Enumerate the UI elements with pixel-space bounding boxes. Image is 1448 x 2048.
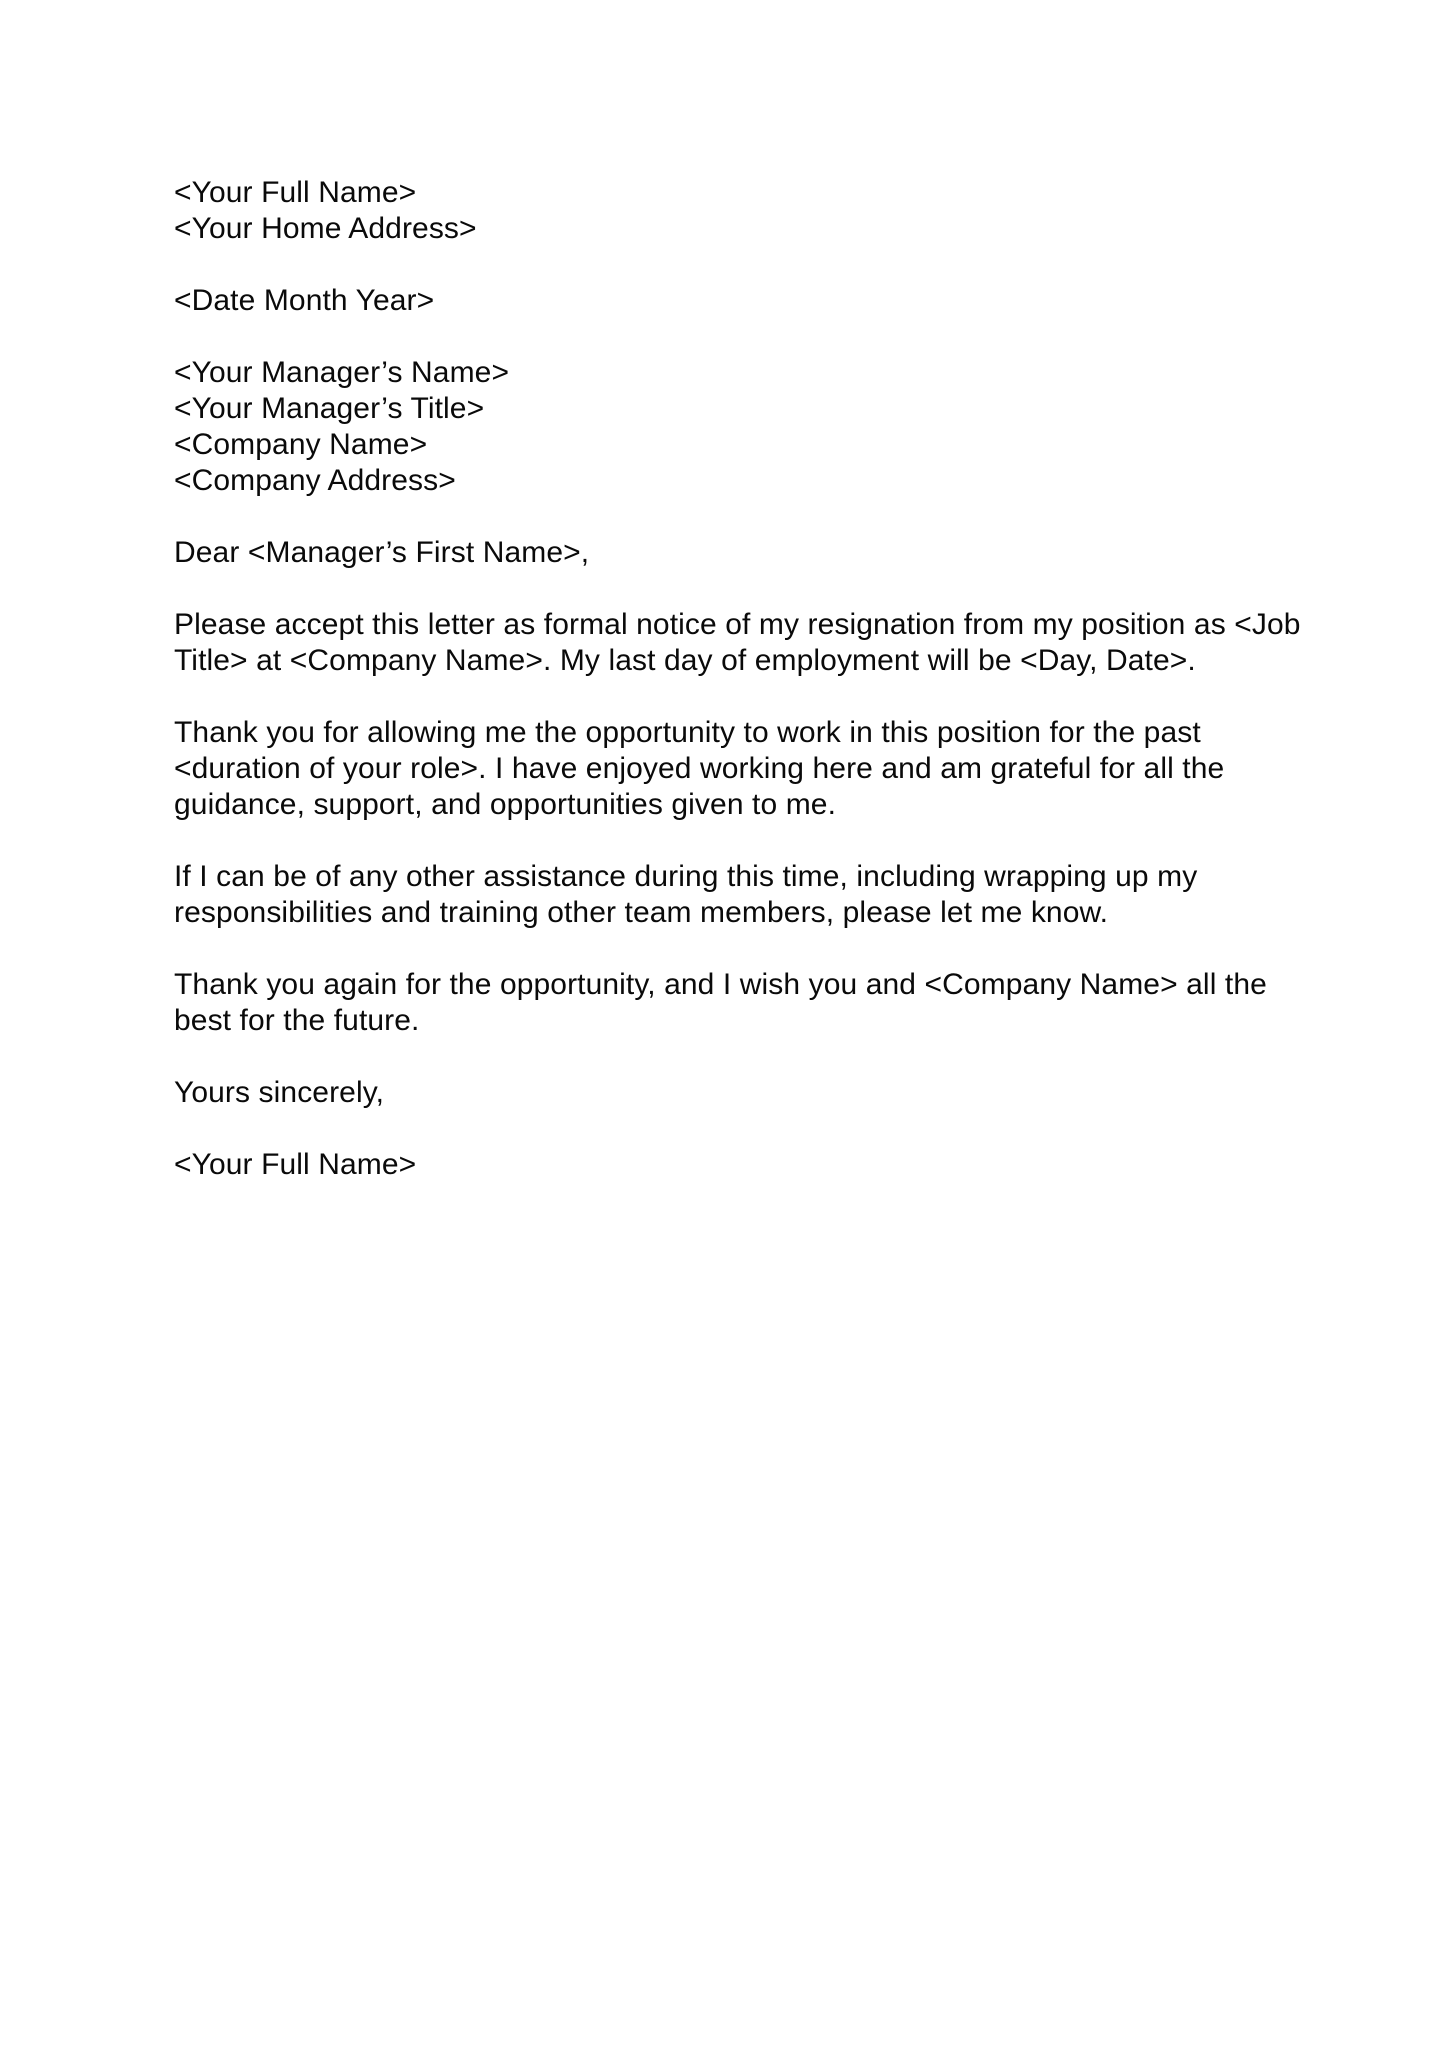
- date-line: <Date Month Year>: [174, 284, 435, 317]
- paragraph-line: Title> at <Company Name>. My last day of employment will be <Day, Date>.: [174, 644, 1196, 677]
- paragraph-line: Thank you for allowing me the opportunity to work in this position for the past: [174, 716, 1201, 749]
- paragraph-line: Please accept this letter as formal notice of my resignation from my position as <Job: [174, 608, 1301, 641]
- sender-full-name: <Your Full Name>: [174, 176, 417, 209]
- company-name: <Company Name>: [174, 428, 428, 461]
- sender-home-address: <Your Home Address>: [174, 212, 477, 245]
- signature-name: <Your Full Name>: [174, 1148, 417, 1181]
- paragraph-line: responsibilities and training other team members, please let me know.: [174, 896, 1109, 929]
- paragraph-line: guidance, support, and opportunities given to me.: [174, 788, 836, 821]
- paragraph-line: If I can be of any other assistance during this time, including wrapping up my: [174, 860, 1198, 893]
- company-address: <Company Address>: [174, 464, 456, 497]
- sender-address-block: [174, 175, 1278, 247]
- paragraph-line: best for the future.: [174, 1004, 420, 1037]
- paragraph-line: <duration of your role>. I have enjoyed working here and am grateful for all the: [174, 752, 1225, 785]
- paragraph-well-wishes: [174, 967, 1278, 1039]
- paragraph-resignation-notice: [174, 607, 1301, 679]
- closing: Yours sincerely,: [174, 1076, 385, 1109]
- resignation-letter: [174, 175, 1301, 1183]
- paragraph-line: Thank you again for the opportunity, and I wish you and <Company Name> all the: [174, 968, 1267, 1001]
- recipient-address-block: [174, 355, 1278, 499]
- salutation: Dear <Manager’s First Name>,: [174, 536, 590, 569]
- paragraph-assistance-offer: [174, 859, 1278, 931]
- manager-name: <Your Manager’s Name>: [174, 356, 510, 389]
- paragraph-gratitude: [174, 715, 1278, 823]
- manager-title: <Your Manager’s Title>: [174, 392, 485, 425]
